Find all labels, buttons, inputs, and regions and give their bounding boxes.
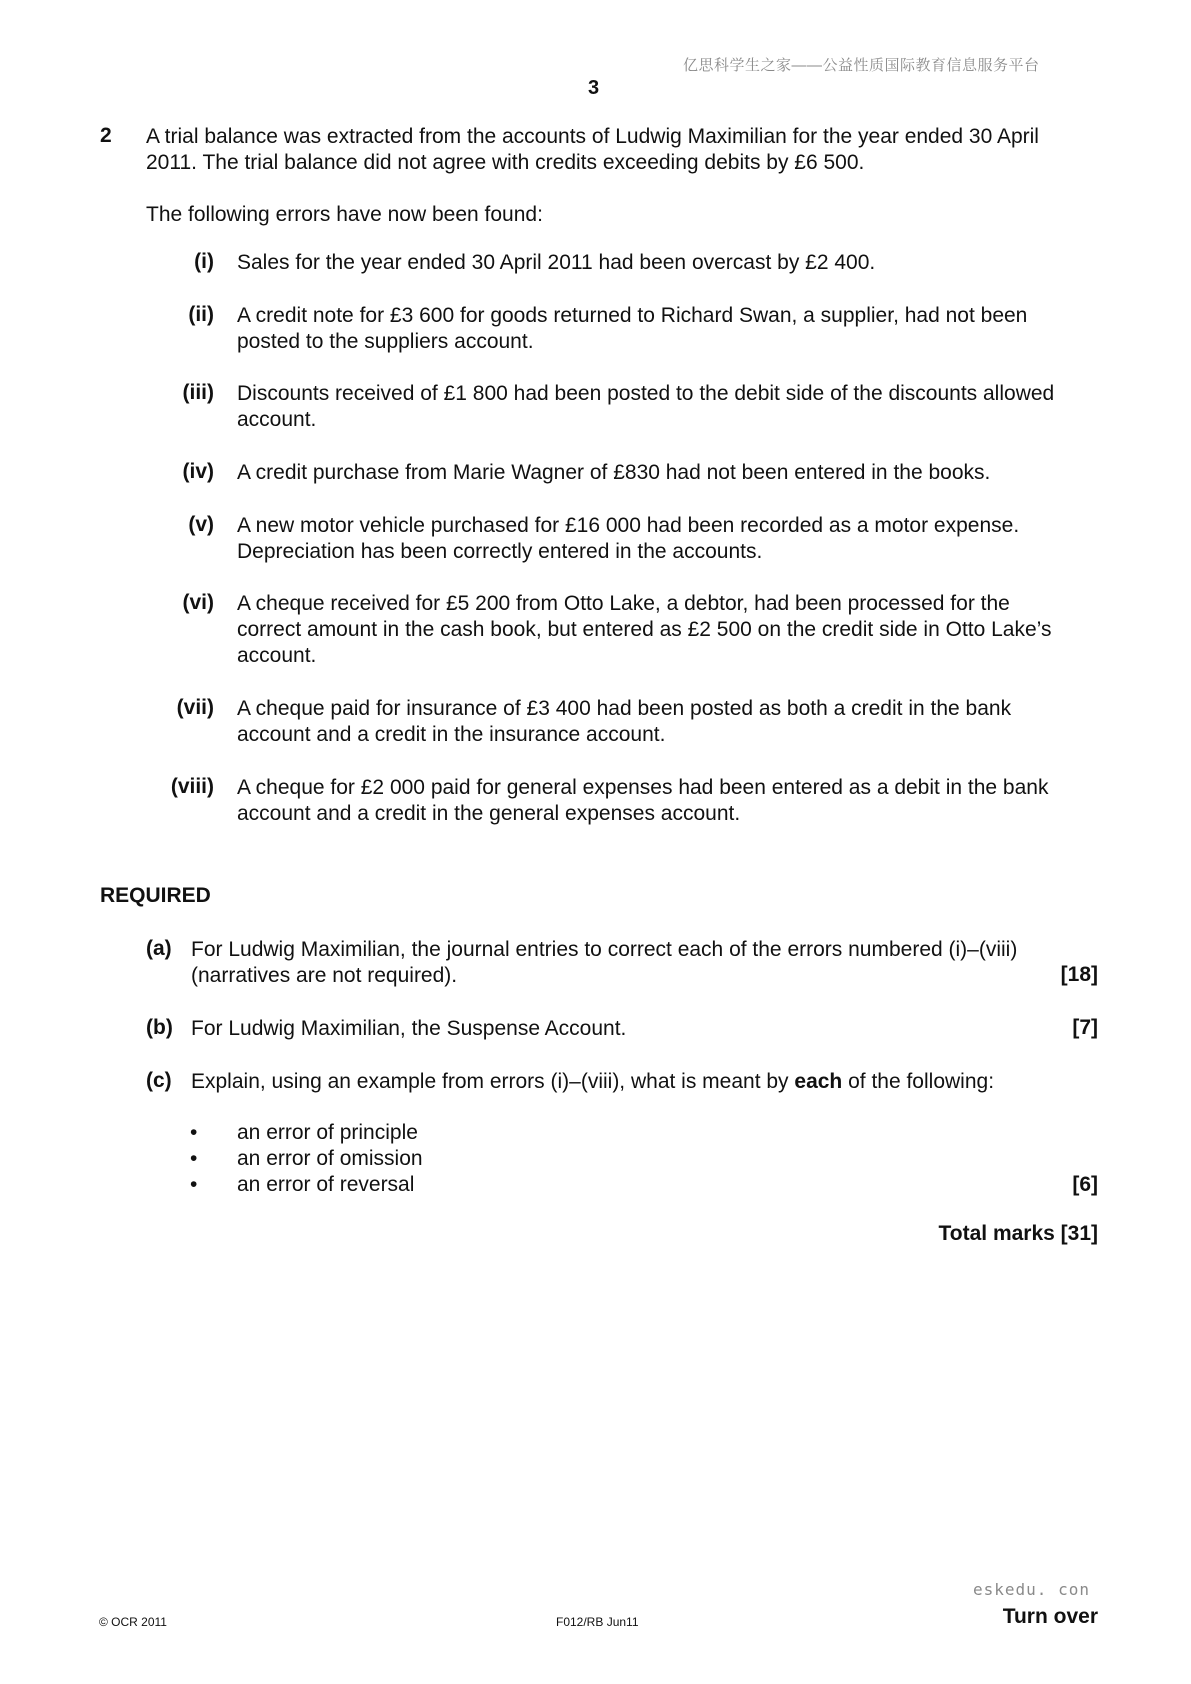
error-label: (iv) <box>182 460 214 483</box>
part-a-line-2: (narratives are not required). <box>191 964 458 987</box>
watermark-header: 亿思科学生之家——公益性质国际教育信息服务平台 <box>683 57 1040 74</box>
error-label: (ii) <box>188 303 214 326</box>
error-label: (v) <box>188 513 214 536</box>
error-line: correct amount in the cash book, but entered as £2 500 on the credit side in Otto Lake’s <box>237 618 1052 641</box>
part-b-text: For Ludwig Maximilian, the Suspense Account. <box>191 1017 627 1040</box>
error-text <box>237 460 1098 486</box>
part-c-label: (c) <box>146 1069 172 1092</box>
part-c-text <box>191 1069 1098 1095</box>
bullet-icon: • <box>190 1173 198 1196</box>
error-line: account. <box>237 644 317 667</box>
part-a-label: (a) <box>146 937 172 960</box>
error-line: A cheque for £2 000 paid for general expenses had been entered as a debit in the bank <box>237 776 1049 799</box>
error-label: (i) <box>194 250 214 273</box>
part-c-emphasis: each <box>794 1070 843 1093</box>
paper-code: F012/RB Jun11 <box>556 1615 639 1629</box>
error-label: (iii) <box>182 381 214 404</box>
intro-line-2: 2011. The trial balance did not agree with credits exceeding debits by £6 500. <box>146 151 865 174</box>
error-line: A credit note for £3 600 for goods returned to Richard Swan, a supplier, had not been <box>237 304 1028 327</box>
required-heading: REQUIRED <box>100 884 211 907</box>
page-number: 3 <box>588 77 600 99</box>
bullet-icon: • <box>190 1147 198 1170</box>
bullet-item: an error of principle <box>237 1121 418 1144</box>
error-line: Discounts received of £1 800 had been posted to the debit side of the discounts allowed <box>237 382 1055 405</box>
part-b-marks: [7] <box>1072 1016 1098 1039</box>
error-line: account and a credit in the general expenses account. <box>237 802 741 825</box>
error-line: account and a credit in the insurance account. <box>237 723 666 746</box>
error-text <box>237 250 1098 276</box>
error-text <box>237 696 1098 748</box>
part-b-label: (b) <box>146 1016 173 1039</box>
part-a-text <box>191 937 1098 989</box>
watermark-footer: eskedu. con <box>973 1580 1090 1599</box>
error-text <box>237 381 1098 433</box>
part-c-marks: [6] <box>1072 1173 1098 1196</box>
error-label: (vii) <box>176 696 214 719</box>
total-marks: Total marks [31] <box>938 1222 1098 1245</box>
question-intro <box>146 124 1098 176</box>
bullet-item: an error of reversal <box>237 1173 415 1196</box>
copyright: © OCR 2011 <box>99 1615 167 1629</box>
error-text <box>237 303 1098 355</box>
error-line: A new motor vehicle purchased for £16 000 had been recorded as a motor expense. <box>237 514 1020 537</box>
error-text <box>237 591 1098 669</box>
intro-line-1: A trial balance was extracted from the accounts of Ludwig Maximilian for the year ended 30 April <box>146 125 1039 148</box>
part-a-line-1: For Ludwig Maximilian, the journal entries to correct each of the errors numbered (i)–(viii) <box>191 938 1018 961</box>
part-a-marks: [18] <box>1060 963 1098 986</box>
error-line: Sales for the year ended 30 April 2011 had been overcast by £2 400. <box>237 251 876 274</box>
errors-lead: The following errors have now been found: <box>146 203 543 226</box>
error-line: Depreciation has been correctly entered in the accounts. <box>237 540 763 563</box>
part-c-text-before: Explain, using an example from errors (i)–(viii), what is meant by <box>191 1070 795 1093</box>
error-line: A cheque received for £5 200 from Otto Lake, a debtor, had been processed for the <box>237 592 1010 615</box>
question-number: 2 <box>100 124 112 147</box>
part-c-text-after: of the following: <box>842 1070 995 1093</box>
bullet-icon: • <box>190 1121 198 1144</box>
error-line: account. <box>237 408 317 431</box>
error-label: (viii) <box>170 775 214 798</box>
bullet-item: an error of omission <box>237 1147 423 1170</box>
error-text <box>237 513 1098 565</box>
error-line: A cheque paid for insurance of £3 400 had been posted as both a credit in the bank <box>237 697 1012 720</box>
error-label: (vi) <box>182 591 214 614</box>
error-text <box>237 775 1098 827</box>
error-line: posted to the suppliers account. <box>237 330 534 353</box>
turn-over: Turn over <box>1002 1605 1098 1628</box>
error-line: A credit purchase from Marie Wagner of £830 had not been entered in the books. <box>237 461 991 484</box>
